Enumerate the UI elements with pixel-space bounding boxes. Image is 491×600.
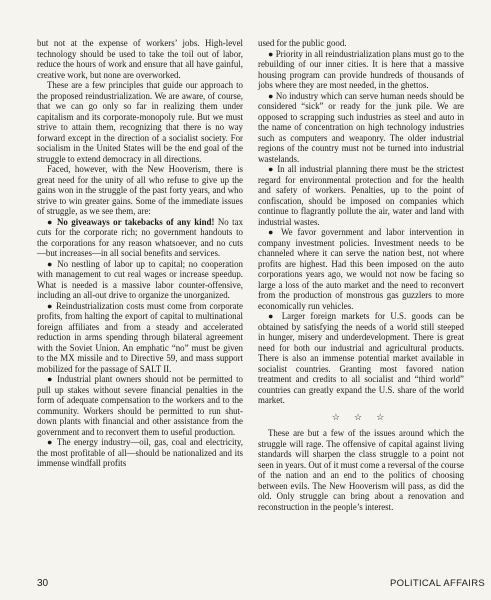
- bullet-icon: ●: [268, 90, 276, 101]
- left-column: [37, 38, 243, 469]
- paragraph-text: used for the public good.: [258, 38, 347, 48]
- bullet-icon: ●: [268, 48, 276, 59]
- continued-paragraph: [37, 38, 243, 80]
- bullet-icon: ●: [47, 300, 56, 311]
- bullet-icon: ●: [268, 227, 281, 237]
- bullet-text: Larger foreign markets for U.S. goods can be obtained by satisfying the needs of a world still steeped in hunger, misery and underdevelopment. There is great need for both our industrial and agricultural products. There is also an immense potential market available in socialist countries. Granting most favored nation treatment and credits to all socialist and “third world” countries can greatly expand the U.S. share of the world market.: [258, 311, 464, 405]
- bullet-paragraph: [258, 49, 464, 91]
- bullet-icon: ●: [47, 216, 57, 227]
- bullet-text: No nestling of labor up to capital; no cooperation with management to cut real wages or increase speedup. What is needed is a massive labor counter-offensive, including an all-out drive to organize the unorganized.: [37, 258, 243, 300]
- paragraph-text: but not at the expense of workers’ jobs. High-level technology should be used to take the toil out of labor, reduce the hours of work and ensure that all have gainful, creative work, but none are overworked.: [37, 38, 243, 80]
- bullet-icon: ●: [47, 258, 58, 269]
- continued-paragraph: [258, 38, 464, 49]
- bullet-paragraph: [258, 227, 464, 311]
- bullet-icon: ●: [47, 374, 58, 384]
- bullet-paragraph: [258, 164, 464, 227]
- journal-name: POLITICAL AFFAIRS: [390, 578, 486, 589]
- bullet-text: Reindustrialization costs must come from corporate profits, from halting the export of capital to multinational foreign affiliates and from a steady and accelerated reduction in arms spending through bilateral agreement with the Soviet Union. An emphatic “no” must be given to the MX missile and to Directive 59, and mass support mobilized for the passage of SALT II.: [37, 300, 243, 374]
- paragraph: [258, 428, 464, 512]
- bullet-paragraph: [37, 437, 243, 469]
- right-column: [258, 38, 464, 512]
- bullet-icon: ●: [268, 311, 282, 321]
- paragraph-text: These are a few principles that guide our approach to the proposed reindustrialization. We are aware, of course, that we can go only so far in realizing them under capitalism and its corporate-monopoly rule. But we must strive to attain them, recognizing that there is no way forward except in the direction of a socialist society. For socialism in the United States will be the end goal of the struggle to extend democracy in all directions.: [37, 80, 243, 164]
- bullet-text: Industrial plant owners should not be permitted to pull up stakes without severe financial penalties in the form of adequate compensation to the workers and to the community. Workers should be permitted to run shut-down plants with financial and other assistance from the government and to reconvert them to useful production.: [37, 374, 243, 437]
- bullet-text: We favor government and labor intervention in company investment policies. Investment needs to be channeled where it can serve the nation best, not where profits are highest. Had this been imposed on the auto corporations years ago, we would not now be facing so large a loss of the auto market and the need to reconvert from the production of monstrous gas guzzlers to more economically run vehicles.: [258, 227, 464, 311]
- bullet-text: No tax cuts for the corporate rich; no government handouts to the corporations for any reason whatsoever, and no cuts—but increases—in all social benefits and services.: [37, 216, 243, 258]
- paragraph: [37, 164, 243, 217]
- bullet-paragraph: [37, 301, 243, 375]
- stars-icon: ☆ ☆ ☆: [331, 411, 391, 422]
- paragraph: [37, 80, 243, 164]
- paragraph-text: Faced, however, with the New Hooverism, there is great need for the unity of all who refuse to give up the gains won in the struggle of the past forty years, and who strive to win greater gains. Some of the immediate issues of struggle, as we see them, are:: [37, 164, 243, 216]
- bullet-paragraph: [37, 374, 243, 437]
- bullet-lead: No giveaways or takebacks of any kind!: [57, 216, 215, 227]
- bullet-text: In all industrial planning there must be the strictest regard for environmental protection and for the health and safety of workers. Penalties, up to the point of confiscation, should be imposed on companies which continue to flagrantly pollute the air, water and land with industrial wastes.: [258, 164, 464, 227]
- bullet-paragraph: [258, 311, 464, 406]
- section-divider-stars: [258, 412, 464, 423]
- page-number: 30: [37, 578, 49, 589]
- bullet-icon: ●: [268, 164, 278, 174]
- bullet-paragraph: [37, 259, 243, 301]
- bullet-icon: ●: [47, 437, 57, 447]
- bullet-paragraph: [37, 217, 243, 259]
- bullet-text: No industry which can serve human needs should be considered “sick” or ready for the junk pile. We are opposed to scrapping such industries as steel and auto in the name of concentration on high technology industries such as computers and weaponry. The older industrial regions of the country must not be turned into industrial wastelands.: [258, 90, 464, 164]
- bullet-text: The energy industry—oil, gas, coal and electricity, the most profitable of all—should be nationalized and its immense windfall profits: [37, 437, 243, 468]
- bullet-paragraph: [258, 91, 464, 165]
- paragraph-text: These are but a few of the issues around which the struggle will rage. The offensive of capital against living standards will sharpen the class struggle to a point not seen in years. Out of it must come a reversal of the course of the nation and an end to the politics of choosing between evils. The New Hooverism will pass, as did the old. Only struggle can bring about a renovation and reconstruction in the people’s interest.: [258, 428, 464, 512]
- bullet-text: Priority in all reindustrialization plans must go to the rebuilding of our inner cities. It is here that a massive housing program can provide hundreds of thousands of jobs where they are most needed, in the ghettos.: [258, 48, 464, 90]
